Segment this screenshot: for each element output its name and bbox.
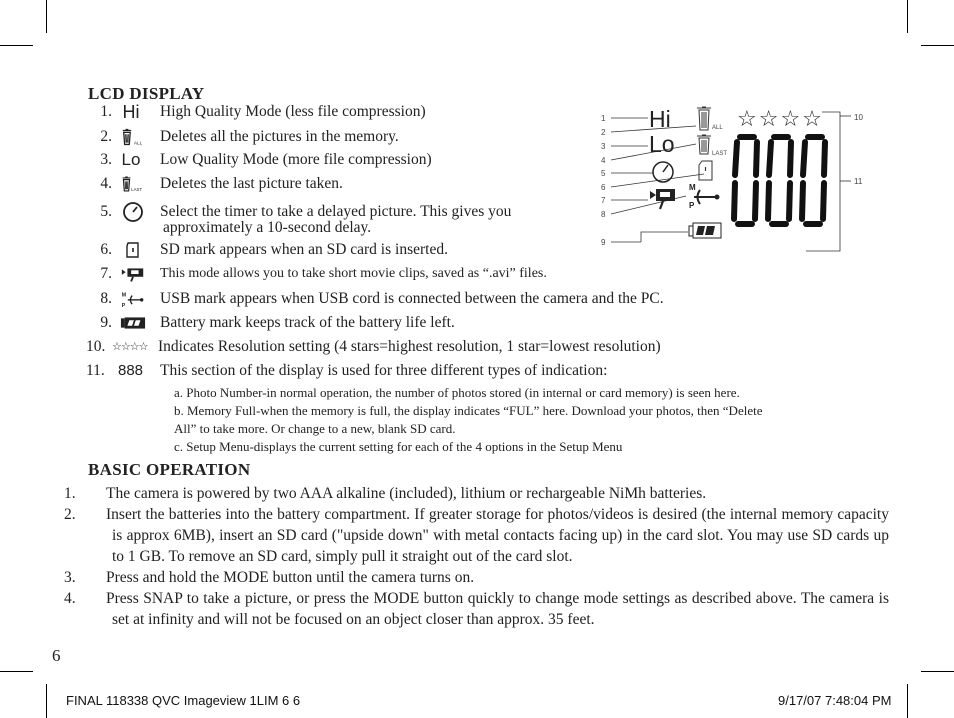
crop-mark: [921, 45, 954, 46]
seven-segment-display: [734, 137, 825, 224]
footer-left: FINAL 118338 QVC Imageview 1LIM 6 6: [66, 693, 301, 708]
trash-all-icon: [697, 107, 711, 130]
svg-text:P: P: [121, 302, 126, 309]
trash-all-icon: [120, 127, 146, 147]
callout-5: 5: [601, 169, 606, 178]
crop-mark: [0, 45, 33, 46]
digits-icon: 888: [118, 362, 144, 379]
page-number: 6: [52, 646, 61, 665]
callout-8: 8: [601, 210, 606, 219]
crop-mark: [921, 671, 954, 672]
svg-text:M: M: [121, 292, 127, 299]
svg-text:P: P: [689, 201, 695, 210]
sub-item: a. Photo Number-in normal operation, the number of photos stored (in internal or card memory) is seen here.: [174, 385, 740, 400]
trash-last-icon: [120, 174, 146, 194]
basic-operation-heading: BASIC OPERATION: [88, 460, 251, 479]
sub-item: b. Memory Full-when the memory is full, the display indicates “FUL” here. Download your photos, then “Delete: [174, 403, 763, 418]
list-item: 4. Press SNAP to take a picture, or press the MODE button quickly to change mode settings as described above. The camera is set at infinity and will not be focused on an object closer than approx. 35 feet.: [64, 590, 889, 628]
battery-icon: [120, 313, 146, 333]
lcd-diagram: [596, 104, 874, 252]
hi-icon: Hi: [649, 106, 671, 132]
lcd-display-heading: LCD DISPLAY: [88, 84, 205, 103]
usb-icon: [120, 289, 146, 309]
svg-text:ALL: ALL: [712, 125, 723, 131]
svg-text:M: M: [689, 183, 696, 192]
sub-item: c. Setup Menu-displays the current setting for each of the 4 options in the Setup Menu: [174, 439, 623, 454]
crop-mark: [907, 684, 908, 718]
callout-2: 2: [601, 128, 606, 137]
callout-10: 10: [854, 113, 863, 122]
callout-7: 7: [601, 196, 606, 205]
svg-text:LAST: LAST: [712, 151, 728, 157]
svg-text:LAST: LAST: [131, 186, 143, 192]
sub-item: All” to take more. Or change to a new, blank SD card.: [174, 421, 456, 436]
lo-icon: Lo: [649, 131, 675, 157]
stars-icon: ☆☆☆☆: [112, 340, 148, 353]
sd-card-icon: [120, 240, 146, 260]
list-item: 2. Insert the batteries into the battery compartment. If greater storage for photos/videos is desired (the internal memory capacity is approx 6MB), insert an SD card ("upside down" with metal contacts facing up) in the card slot. You may use SD cards up to 1 GB. To remove an SD card, simply pull it straight out of the card slot.: [64, 506, 889, 565]
crop-mark: [46, 0, 47, 33]
hi-icon: Hi: [122, 102, 140, 122]
footer-right: 9/17/07 7:48:04 PM: [778, 693, 892, 708]
callout-4: 4: [601, 156, 606, 165]
crop-mark: [907, 0, 908, 33]
usb-icon: [694, 190, 720, 204]
svg-text:ALL: ALL: [133, 140, 143, 146]
callout-11: 11: [854, 177, 863, 186]
list-item: 3. Press and hold the MODE button until the camera turns on.: [64, 569, 475, 586]
callout-6: 6: [601, 183, 606, 192]
callout-9: 9: [601, 238, 606, 247]
callout-1: 1: [601, 114, 606, 123]
movie-icon: [650, 189, 675, 209]
timer-icon: [120, 202, 146, 222]
lo-icon: Lo: [121, 150, 141, 169]
battery-icon: [689, 223, 721, 238]
movie-icon: [120, 264, 146, 284]
callout-3: 3: [601, 142, 606, 151]
crop-mark: [0, 671, 33, 672]
stars-icon: ☆☆☆☆: [737, 107, 824, 132]
list-item: 5. Select the timer to take a delayed picture. This gives you approximately a 10-second delay.: [100, 203, 512, 236]
crop-mark: [46, 684, 47, 718]
trash-last-icon: [697, 135, 711, 154]
list-item: 1. The camera is powered by two AAA alkaline (included), lithium or rechargeable NiMh batteries.: [64, 485, 707, 502]
